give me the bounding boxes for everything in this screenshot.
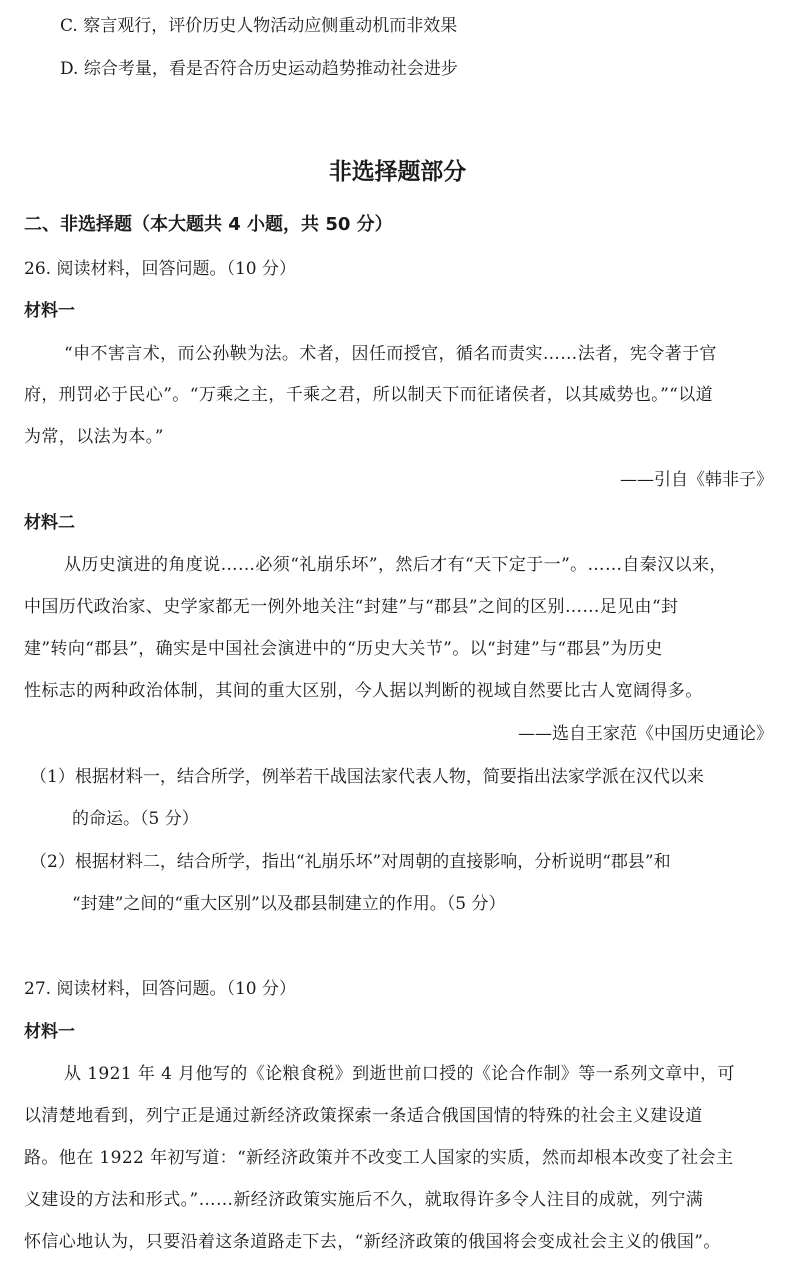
q26-material-2-line: 性标志的两种政治体制，其间的重大区别，今人据以判断的视域自然要比古人宽阔得多。 <box>24 681 703 701</box>
option-d: D. 综合考量，看是否符合历史运动趋势推动社会进步 <box>60 59 458 79</box>
q26-material-1-line: 府，刑罚必于民心”。“万乘之主，千乘之君，所以制天下而征诸侯者，以其威势也。”“以道 <box>24 385 714 405</box>
q26-material-1-line: “申不害言术，而公孙鞅为法。术者，因任而授官，循名而责实……法者，宪令著于官 <box>64 344 717 364</box>
q27-material-1-line: 路。他在 1922 年初写道：“新经济政策并不改变工人国家的实质，然而却根本改变了社会主 <box>24 1148 734 1168</box>
q26-material-1-label: 材料一 <box>24 301 75 321</box>
q27-material-1-line: 从 1921 年 4 月他写的《论粮食税》到逝世前口授的《论合作制》等一系列文章中，可 <box>64 1064 735 1084</box>
q26-material-2-citation: ——选自王家范《中国历史通论》 <box>518 724 773 744</box>
q26-material-2-line: 建”转向“郡县”，确实是中国社会演进中的“历史大关节”。以“封建”与“郡县”为历史 <box>24 639 663 659</box>
q26-material-2-label: 材料二 <box>24 513 75 533</box>
q27-material-1-line: 以清楚地看到，列宁正是通过新经济政策探索一条适合俄国国情的特殊的社会主义建设道 <box>24 1106 703 1126</box>
q26-heading: 26. 阅读材料，回答问题。（10 分） <box>24 259 296 279</box>
q26-subquestion-1: （1）根据材料一，结合所学，例举若干战国法家代表人物，简要指出法家学派在汉代以来 <box>30 767 704 787</box>
q26-material-1-citation: ——引自《韩非子》 <box>620 470 773 490</box>
q26-subquestion-2-cont: “封建”之间的“重大区别”以及郡县制建立的作用。（5 分） <box>72 894 506 914</box>
q26-material-2-line: 中国历代政治家、史学家都无一例外地关注“封建”与“郡县”之间的区别……足见由“封 <box>24 597 679 617</box>
q27-material-1-line: 义建设的方法和形式。”……新经济政策实施后不久，就取得许多令人注目的成就，列宁满 <box>24 1190 704 1210</box>
q27-heading: 27. 阅读材料，回答问题。（10 分） <box>24 979 296 999</box>
q27-material-1-line: 怀信心地认为，只要沿着这条道路走下去，“新经济政策的俄国将会变成社会主义的俄国”。 <box>24 1232 721 1252</box>
q26-material-1-line: 为常，以法为本。” <box>24 427 164 447</box>
part-title: 非选择题部分 <box>328 159 467 185</box>
q26-subquestion-2: （2）根据材料二，结合所学，指出“礼崩乐坏”对周朝的直接影响，分析说明“郡县”和 <box>30 852 671 872</box>
q27-material-1-label: 材料一 <box>24 1022 75 1042</box>
option-c: C. 察言观行，评价历史人物活动应侧重动机而非效果 <box>60 16 458 36</box>
q26-material-2-line: 从历史演进的角度说……必须“礼崩乐坏”，然后才有“天下定于一”。……自秦汉以来， <box>64 555 727 575</box>
section-heading: 二、非选择题（本大题共 4 小题，共 50 分） <box>24 214 393 235</box>
q26-subquestion-1-cont: 的命运。（5 分） <box>72 809 199 829</box>
